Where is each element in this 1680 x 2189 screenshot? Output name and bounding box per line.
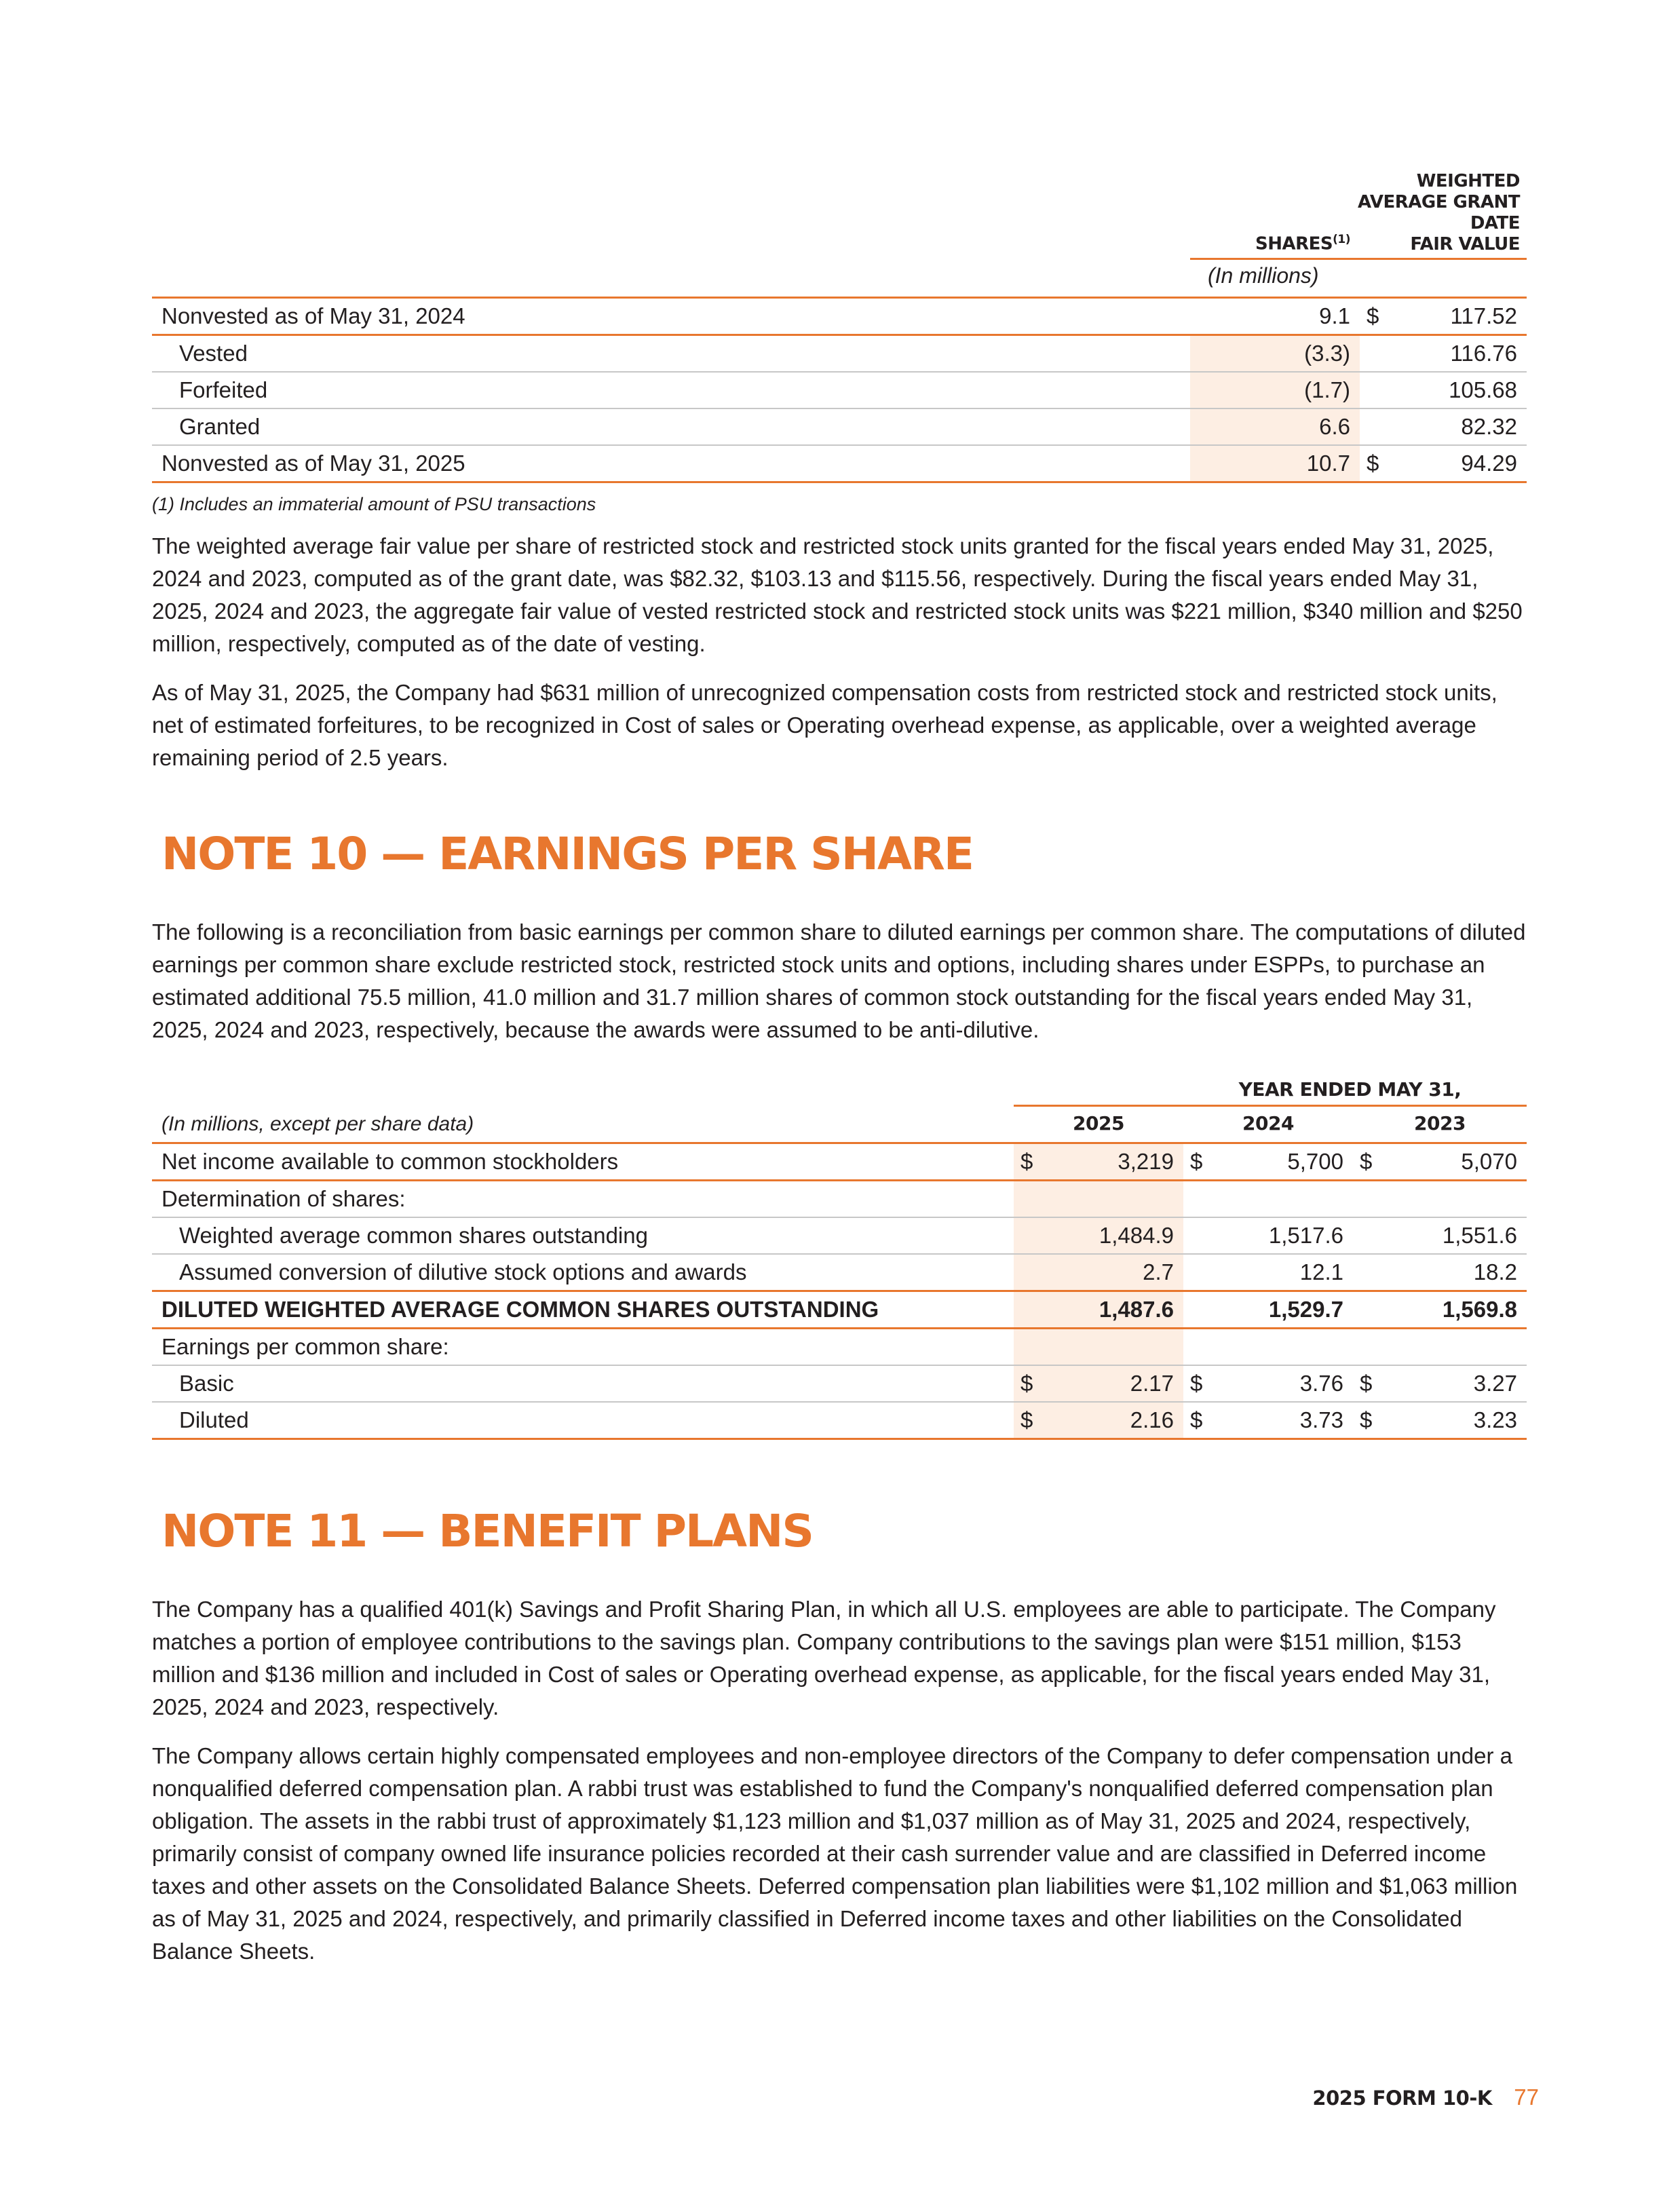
rs-row-shares: (1.7) (1190, 372, 1360, 408)
eps-cell-value: 1,484.9 (1041, 1217, 1183, 1254)
eps-cell-currency (1183, 1291, 1210, 1329)
footer-form: 2025 FORM 10-K (1312, 2087, 1492, 2110)
eps-cell-value: 5,070 (1380, 1144, 1527, 1181)
eps-cell-currency (1353, 1217, 1380, 1254)
rs-row-currency: $ (1360, 445, 1387, 482)
rs-table (152, 299, 1527, 483)
eps-cell-currency (1014, 1181, 1041, 1218)
rs-row-label: Nonvested as of May 31, 2025 (152, 445, 1190, 482)
eps-cell-value (1041, 1329, 1183, 1366)
eps-cell-currency (1183, 1329, 1210, 1366)
eps-table-row (152, 1217, 1527, 1254)
eps-cell-value (1210, 1329, 1353, 1366)
eps-table-row (152, 1181, 1527, 1218)
rs-col-shares-header: SHARES$^{(1)}$ (1255, 233, 1350, 254)
eps-cell-currency (1014, 1329, 1041, 1366)
eps-cell-value: 1,517.6 (1210, 1217, 1353, 1254)
eps-row-label: Diluted (152, 1402, 1014, 1439)
eps-cell-currency (1353, 1254, 1380, 1291)
rs-row-shares: 9.1 (1190, 299, 1360, 335)
eps-cell-value: 1,551.6 (1380, 1217, 1527, 1254)
eps-table (152, 1144, 1527, 1440)
rs-table-row (152, 408, 1527, 445)
eps-cell-value: 1,569.8 (1380, 1291, 1527, 1329)
eps-cell-currency: $ (1183, 1402, 1210, 1439)
note10-intro: The following is a reconciliation from basic earnings per common share to diluted earnings per common share. The computations of diluted earnings per common share exclude restricted stock, restricted stock units and options, including shares under ESPPs, to purchase an estimated additional 75.5 million, 41.0 million and 31.7 million shares of common stock outstanding for the fiscal years ended May 31, 2025, 2024 and 2023, respectively, because the awards were assumed to be anti-dilutive. (152, 919, 1526, 1042)
eps-cell-value: 3.23 (1380, 1402, 1527, 1439)
eps-table-row (152, 1144, 1527, 1181)
eps-cell-currency (1014, 1291, 1041, 1329)
rs-row-currency (1360, 372, 1387, 408)
eps-year-2025: 2025 (1073, 1112, 1124, 1135)
eps-cell-value: 5,700 (1210, 1144, 1353, 1181)
rs-row-fair-value: 82.32 (1387, 408, 1527, 445)
eps-row-label: DILUTED WEIGHTED AVERAGE COMMON SHARES OUTSTANDING (152, 1291, 1014, 1329)
eps-row-label: Net income available to common stockholders (152, 1144, 1014, 1181)
eps-row-label: Assumed conversion of dilutive stock options and awards (152, 1254, 1014, 1291)
rs-row-label: Forfeited (152, 372, 1190, 408)
rs-col-fv-header: WEIGHTED AVERAGE GRANT DATE FAIR VALUE (1357, 171, 1520, 254)
rs-table-header (152, 160, 1527, 255)
eps-table-row (152, 1291, 1527, 1329)
rs-row-shares: 6.6 (1190, 408, 1360, 445)
rs-row-fair-value: 105.68 (1387, 372, 1527, 408)
eps-cell-value (1380, 1329, 1527, 1366)
rs-row-currency (1360, 335, 1387, 373)
eps-row-label: Determination of shares: (152, 1181, 1014, 1218)
rs-table-row (152, 299, 1527, 335)
eps-cell-currency: $ (1353, 1144, 1380, 1181)
note11-title: NOTE 11 — BENEFIT PLANS (161, 1505, 813, 1557)
page-footer (1312, 2085, 1539, 2110)
eps-row-label: Basic (152, 1365, 1014, 1402)
eps-cell-value: 2.16 (1041, 1402, 1183, 1439)
eps-cell-currency (1353, 1181, 1380, 1218)
eps-cell-value: 12.1 (1210, 1254, 1353, 1291)
eps-cell-value: 3.76 (1210, 1365, 1353, 1402)
eps-table-row (152, 1402, 1527, 1439)
eps-cell-currency (1014, 1254, 1041, 1291)
rs-table-row (152, 372, 1527, 408)
eps-cell-currency (1353, 1291, 1380, 1329)
note11-paragraph-1: The Company has a qualified 401(k) Savings and Profit Sharing Plan, in which all U.S. employees are able to participate. The Company matches a portion of employee contributions to the savings plan. Company contributions to the savings plan were $151 million, $153 million and $136 million and included in Cost of sales or Operating overhead expense, as applicable, for the fiscal years ended May 31, 2025, 2024 and 2023, respectively. (152, 1597, 1496, 1719)
rs-units: (In millions) (1208, 263, 1319, 288)
eps-cell-currency: $ (1353, 1402, 1380, 1439)
rs-header-rule (1190, 258, 1527, 260)
eps-group-header: YEAR ENDED MAY 31, (1238, 1078, 1462, 1101)
eps-year-2023: 2023 (1414, 1112, 1466, 1135)
eps-year-2024: 2024 (1242, 1112, 1294, 1135)
note11-paragraph-2: The Company allows certain highly compensated employees and non-employee directors of the Company to defer compensation under a nonqualified deferred compensation plan. A rabbi trust was established to fund the Company's nonqualified deferred compensation plan obligation. The assets in the rabbi trust of approximately $1,123 million and $1,037 million as of May 31, 2025 and 2024, respectively, primarily consist of company owned life insurance policies recorded at their cash surrender value and are classified in Deferred income taxes and other assets on the Consolidated Balance Sheets. Deferred compensation plan liabilities were $1,102 million and $1,063 million as of May 31, 2025 and 2024, respectively, and primarily classified in Deferred income taxes and other liabilities on the Consolidated Balance Sheets. (152, 1743, 1518, 1964)
eps-cell-currency (1014, 1217, 1041, 1254)
eps-row-label: Weighted average common shares outstanding (152, 1217, 1014, 1254)
rs-row-fair-value: 116.76 (1387, 335, 1527, 373)
eps-cell-currency: $ (1014, 1402, 1041, 1439)
eps-cell-currency: $ (1183, 1144, 1210, 1181)
eps-cell-value: 2.17 (1041, 1365, 1183, 1402)
eps-cell-currency (1183, 1181, 1210, 1218)
rs-row-shares: 10.7 (1190, 445, 1360, 482)
eps-table-row (152, 1329, 1527, 1366)
rs-paragraph-2: As of May 31, 2025, the Company had $631 million of unrecognized compensation costs from restricted stock and restricted stock units, net of estimated forfeitures, to be recognized in Cost of sales or Operating overhead expense, as applicable, over a weighted average remaining period of 2.5 years. (152, 680, 1497, 770)
eps-cell-value (1380, 1181, 1527, 1218)
rs-table-row (152, 445, 1527, 482)
eps-cell-value: 1,529.7 (1210, 1291, 1353, 1329)
eps-cell-value (1041, 1181, 1183, 1218)
rs-row-label: Vested (152, 335, 1190, 373)
eps-group-rule (1014, 1105, 1527, 1107)
eps-cell-value: 1,487.6 (1041, 1291, 1183, 1329)
eps-cell-currency: $ (1014, 1365, 1041, 1402)
rs-row-fair-value: 94.29 (1387, 445, 1527, 482)
eps-cell-currency: $ (1014, 1144, 1041, 1181)
rs-row-shares: (3.3) (1190, 335, 1360, 373)
eps-table-row (152, 1365, 1527, 1402)
eps-cell-value: 3.73 (1210, 1402, 1353, 1439)
eps-cell-currency: $ (1183, 1365, 1210, 1402)
note10-title: NOTE 10 — EARNINGS PER SHARE (161, 828, 973, 880)
eps-cell-currency: $ (1353, 1365, 1380, 1402)
rs-paragraph-1: The weighted average fair value per share of restricted stock and restricted stock units granted for the fiscal years ended May 31, 2025, 2024 and 2023, computed as of the grant date, was $82.32, $103.13 and $115.56, respectively. During the fiscal years ended May 31, 2025, 2024 and 2023, the aggregate fair value of vested restricted stock and restricted stock units was $221 million, $340 million and $250 million, respectively, computed as of the date of vesting. (152, 533, 1523, 656)
rs-row-currency: $ (1360, 299, 1387, 335)
eps-cell-value: 3.27 (1380, 1365, 1527, 1402)
eps-cell-value: 3,219 (1041, 1144, 1183, 1181)
rs-row-currency (1360, 408, 1387, 445)
eps-units: (In millions, except per share data) (161, 1113, 474, 1135)
eps-cell-value: 18.2 (1380, 1254, 1527, 1291)
eps-cell-currency (1183, 1217, 1210, 1254)
eps-table-wrap (152, 1142, 1527, 1440)
eps-cell-value (1210, 1181, 1353, 1218)
eps-cell-currency (1353, 1329, 1380, 1366)
rs-table-wrap (152, 297, 1527, 483)
eps-row-label: Earnings per common share: (152, 1329, 1014, 1366)
rs-row-label: Granted (152, 408, 1190, 445)
rs-table-row (152, 335, 1527, 373)
rs-row-label: Nonvested as of May 31, 2024 (152, 299, 1190, 335)
eps-table-row (152, 1254, 1527, 1291)
eps-cell-currency (1183, 1254, 1210, 1291)
rs-row-fair-value: 117.52 (1387, 299, 1527, 335)
footer-page-number: 77 (1514, 2085, 1539, 2110)
eps-cell-value: 2.7 (1041, 1254, 1183, 1291)
rs-footnote: (1) Includes an immaterial amount of PSU transactions (152, 494, 596, 514)
